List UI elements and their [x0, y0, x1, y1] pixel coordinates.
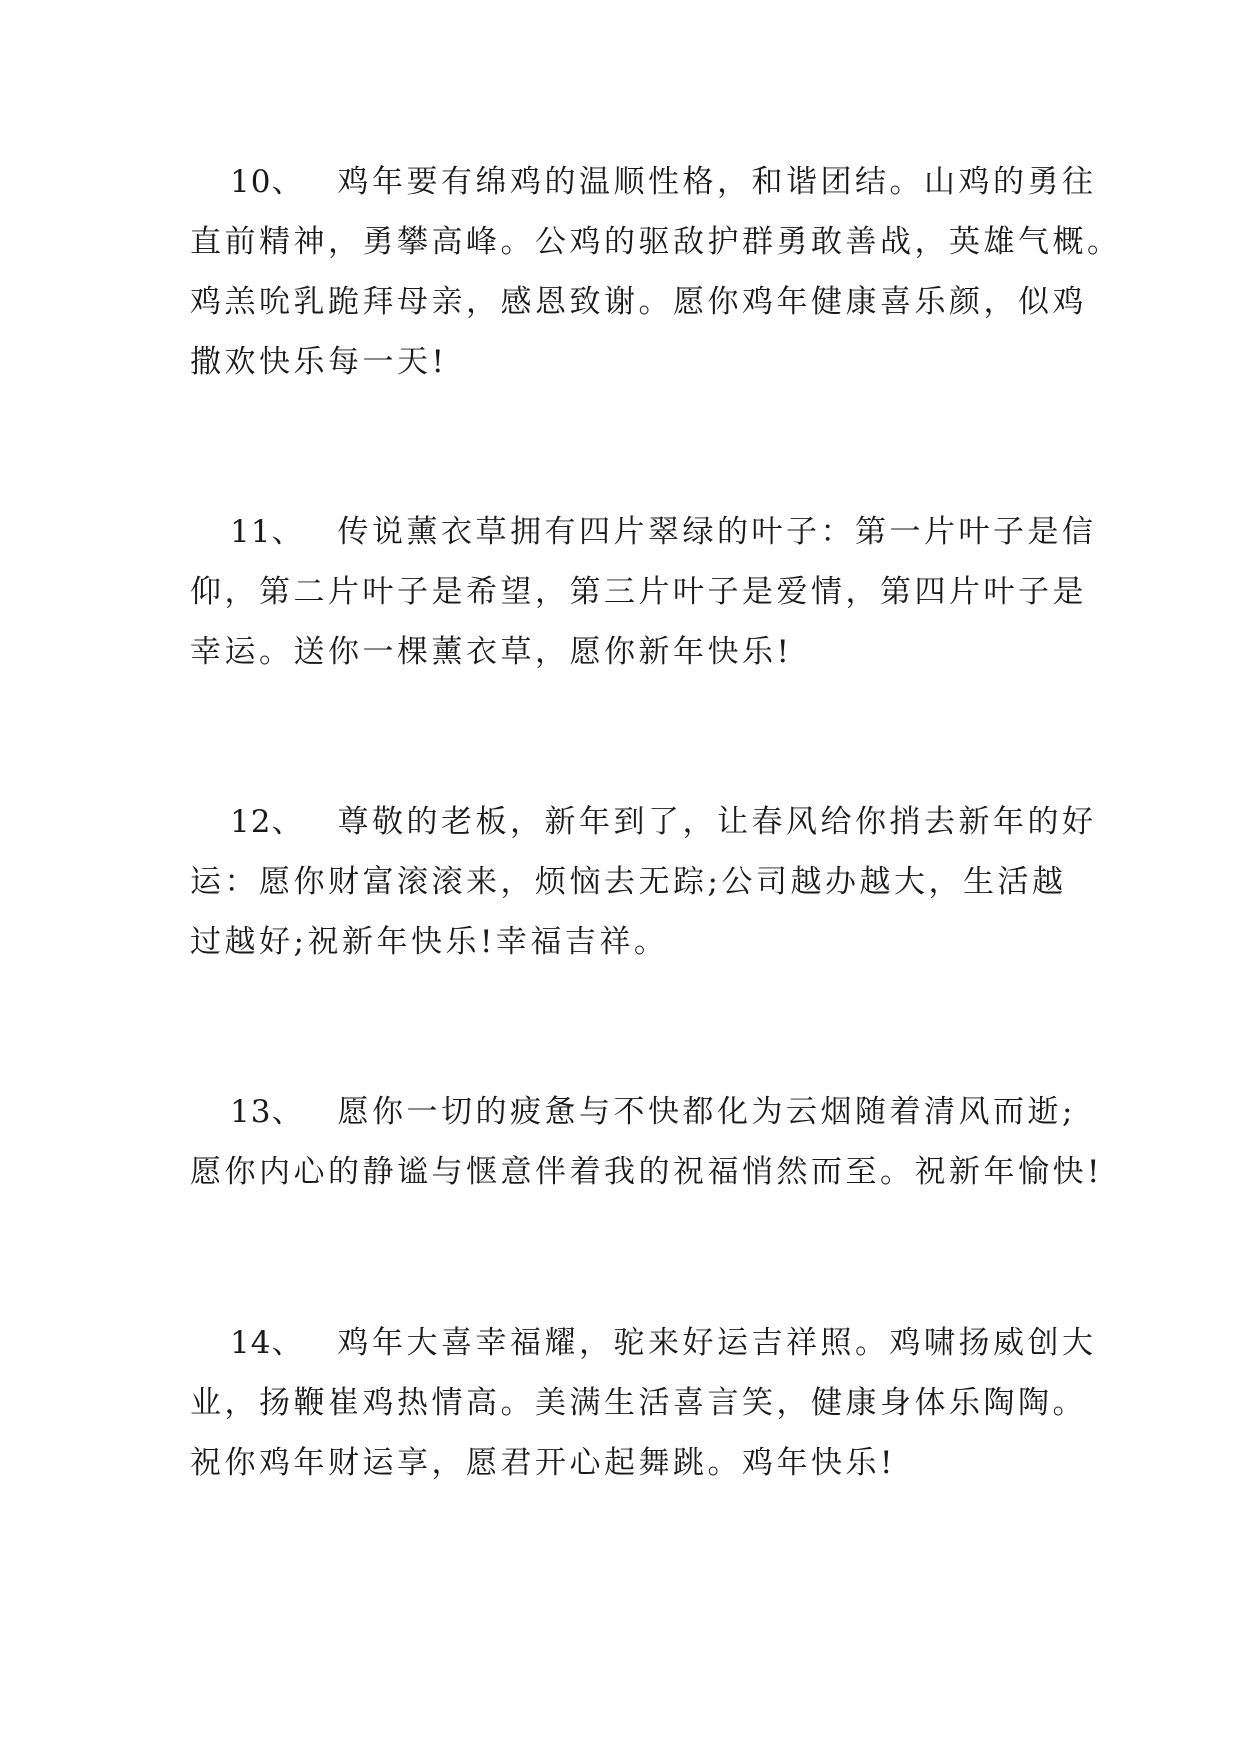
paragraph-number: 11、 [230, 514, 304, 550]
line-text: 传说薰衣草拥有四片翠绿的叶子：第一片叶子是信 [337, 514, 1097, 550]
paragraph-line: 过越好;祝新年快乐!幸福吉祥。 [190, 924, 669, 960]
paragraph-number: 10、 [230, 164, 304, 200]
paragraph-line: 直前精神，勇攀高峰。公鸡的驱敌护群勇敢善战，英雄气概。 [190, 224, 1122, 260]
paragraph-line [190, 792, 1097, 852]
paragraph-13 [190, 1082, 1103, 1202]
line-text: 鸡年要有绵鸡的温顺性格，和谐团结。山鸡的勇往 [337, 164, 1097, 200]
line-text: 鸡年大喜幸福耀，驼来好运吉祥照。鸡啸扬威创大 [337, 1325, 1097, 1361]
paragraph-line: 幸运。送你一棵薰衣草，愿你新年快乐! [190, 634, 793, 670]
paragraph-line: 运：愿你财富滚滚来，烦恼去无踪;公司越办越大，生活越 [190, 864, 1067, 900]
paragraph-line [190, 1313, 1097, 1373]
paragraph-number: 12、 [230, 804, 304, 840]
paragraph-line: 撒欢快乐每一天! [190, 344, 448, 380]
paragraph-line: 愿你内心的静谧与惬意伴着我的祝福悄然而至。祝新年愉快! [190, 1154, 1103, 1190]
paragraph-number: 13、 [230, 1094, 304, 1130]
paragraph-12 [190, 792, 1097, 972]
paragraph-10 [190, 152, 1122, 392]
paragraph-line [190, 502, 1097, 562]
paragraph-11 [190, 502, 1097, 682]
line-text: 愿你一切的疲惫与不快都化为云烟随着清风而逝; [337, 1094, 1076, 1130]
line-text: 尊敬的老板，新年到了，让春风给你捎去新年的好 [337, 804, 1097, 840]
paragraph-line [190, 152, 1097, 212]
paragraph-line: 业，扬鞭崔鸡热情高。美满生活喜言笑，健康身体乐陶陶。 [190, 1385, 1087, 1421]
paragraph-line [190, 1082, 1076, 1142]
paragraph-line: 祝你鸡年财运享，愿君开心起舞跳。鸡年快乐! [190, 1445, 896, 1481]
paragraph-line: 鸡羔吮乳跪拜母亲，感恩致谢。愿你鸡年健康喜乐颜，似鸡 [190, 284, 1087, 320]
paragraph-line: 仰，第二片叶子是希望，第三片叶子是爱情，第四片叶子是 [190, 574, 1087, 610]
paragraph-14 [190, 1313, 1097, 1493]
paragraph-number: 14、 [230, 1325, 304, 1361]
